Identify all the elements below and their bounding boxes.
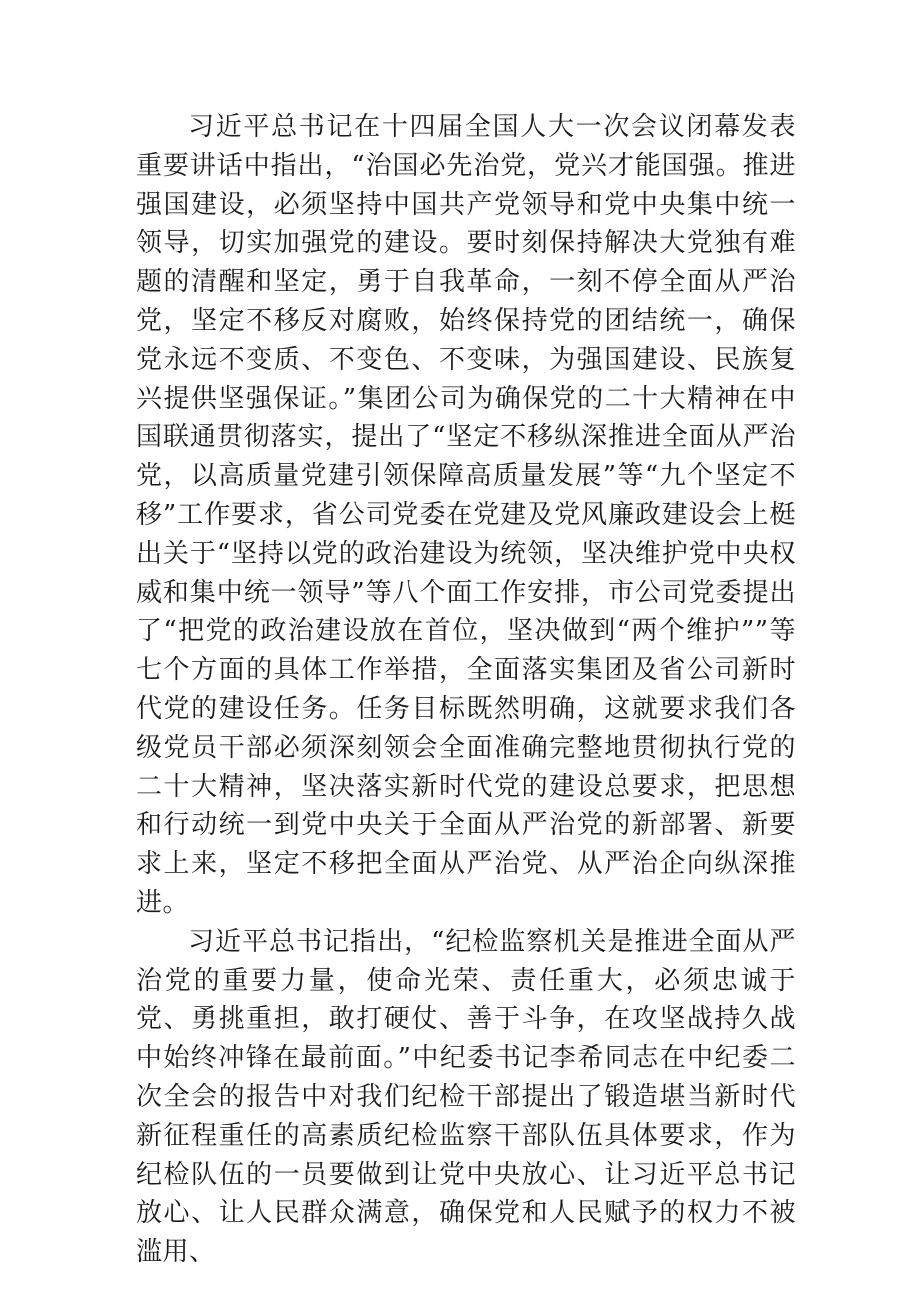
paragraph-1: 习近平总书记在十四届全国人大一次会议闭幕发表重要讲话中指出，“治国必先治党，党兴才能国强。推进强国建设，必须坚持中国共产党领导和党中央集中统一领导，切实加强党的建设。要时刻保持解决大党独有难题的清醒和坚定，勇于自我革命，一刻不停全面从严治党，坚定不移反对腐败，始终保持党的团结统一，确保党永远不变质、不变色、不变味，为强国建设、民族复兴提供坚强保证。”集团公司为确保党的二十大精神在中国联通贯彻落实，提出了“坚定不移纵深推进全面从严治党，以高质量党建引领保障高质量发展”等“九个坚定不移”工作要求，省公司党委在党建及党风廉政建设会上梃出关于“坚持以党的政治建设为统领，坚决维护党中央权威和集中统一领导”等八个面工作安排，市公司党委提出了“把党的政治建设放在首位，坚决做到“两个维护””等七个方面的具体工作举措，全面落实集团及省公司新时代党的建设任务。任务目标既然明确，这就要求我们各级党员干部必须深刻领会全面准确完整地贯彻执行党的二十大精神，坚决落实新时代党的建设总要求，把思想和行动统一到党中央关于全面从严治党的新部署、新要求上来，坚定不移把全面从严治党、从严治企向纵深推进。: [136, 112, 796, 918]
paragraph-2: 习近平总书记指出，“纪检监察机关是推进全面从严治党的重要力量，使命光荣、责任重大，必须忠诚于党、勇挑重担，敢打硬仗、善于斗争，在攻坚战持久战中始终冲锋在最前面。”中纪委书记李希同志在中纪委二次全会的报告中对我们纪检干部提出了锻造堪当新时代新征程重任的高素质纪检监察干部队伍具体要求，作为纪检队伍的一员要做到让党中央放心、让习近平总书记放心、让人民群众满意，确保党和人民赋予的权力不被滥用、: [136, 926, 796, 1268]
document-body: [136, 108, 796, 1272]
